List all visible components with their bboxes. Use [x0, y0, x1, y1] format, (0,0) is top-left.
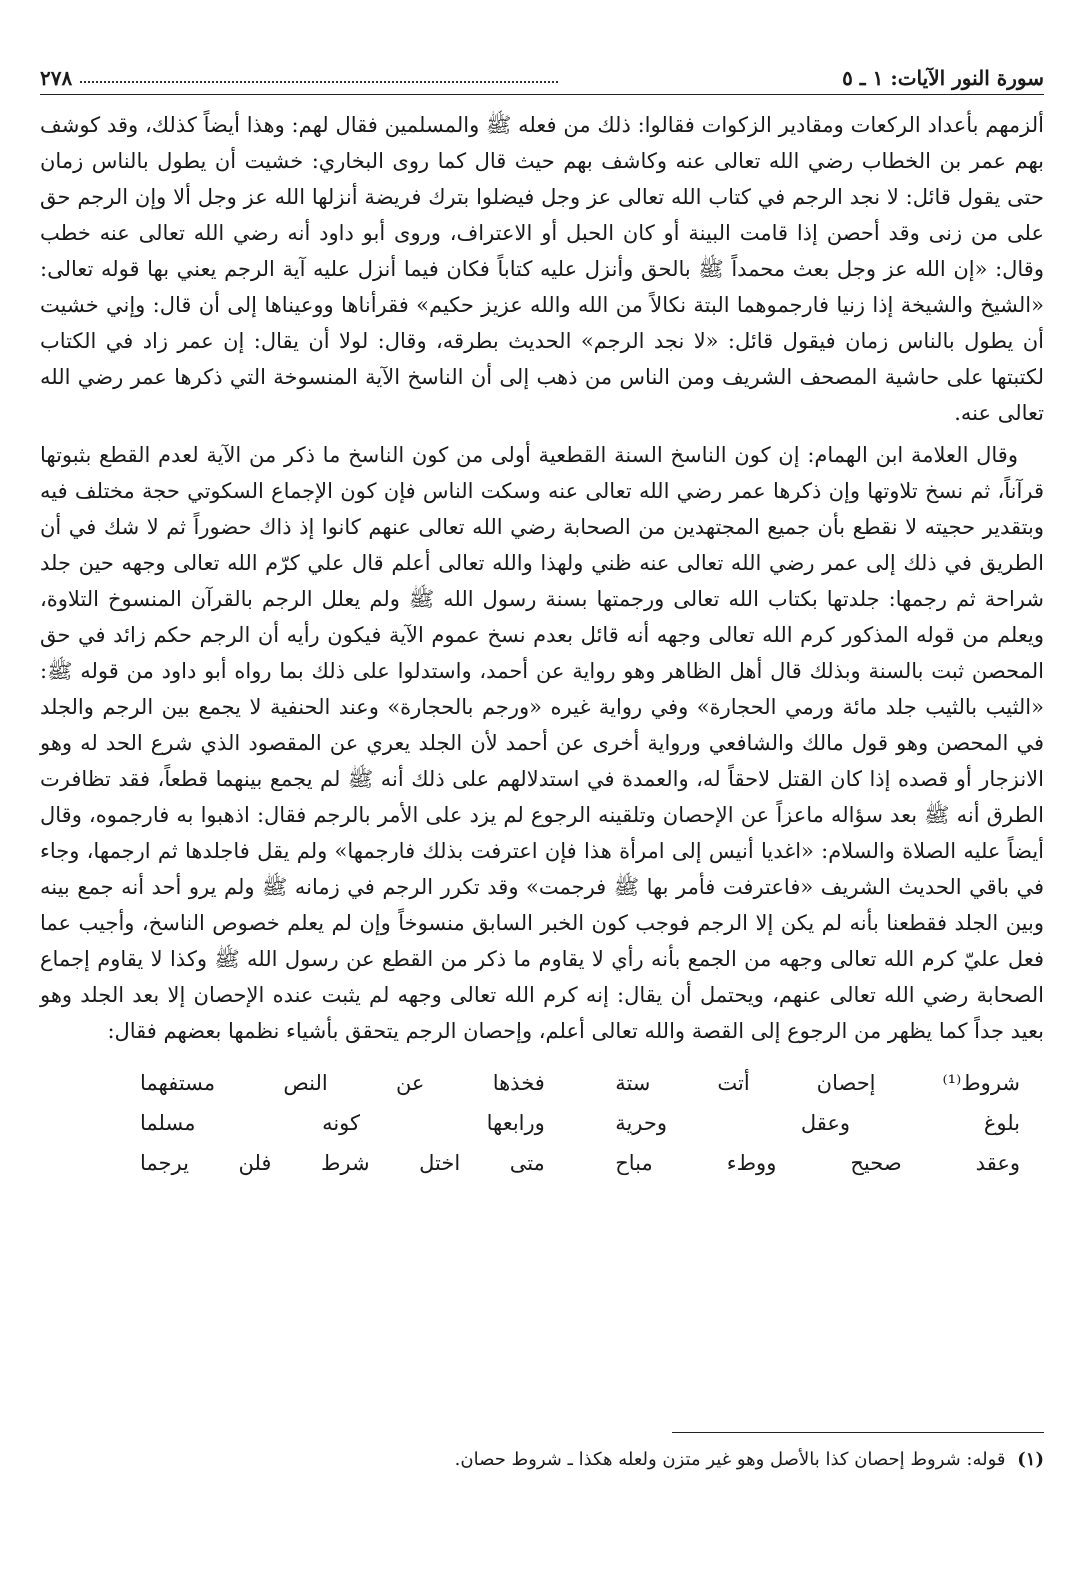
footnote-marker: (١) [1017, 1449, 1044, 1470]
header-dotted-leader [80, 80, 558, 83]
poem-hemistich-left: ورابعها كونه مسلما [140, 1111, 545, 1135]
poem [140, 1063, 1020, 1183]
paragraph-2: وقال العلامة ابن الهمام: إن كون الناسخ السنة القطعية أولى من كون الناسخ ما ذكر من الآية لعدم القطع بثبوتها قرآناً، ثم نسخ تلاوتها وإن ذكرها عمر رضي الله تعالى عنه وسكت الناس فإن كون الإجماع السكوتي حجة مختلف فيه وبتقدير حجيته لا نقطع بأن جميع المجتهدين من الصحابة رضي الله تعالى عنهم كانوا إذ ذاك حضوراً ثم لا شك في أن الطريق في ذلك إلى عمر رضي الله تعالى عنه ظني ولهذا والله تعالى أعلم قال علي كرّم الله تعالى وجهه حين جلد شراحة ثم رجمها: جلدتها بكتاب الله تعالى ورجمتها بسنة رسول الله ﷺ ولم يعلل الرجم بالقرآن المنسوخ التلاوة، ويعلم من قوله المذكور كرم الله تعالى وجهه أنه قائل بعدم نسخ عموم الآية فيكون رأيه أن الرجم حكم زائد في حق المحصن ثبت بالسنة وبذلك قال أهل الظاهر وهو رواية عن أحمد، واستدلوا على ذلك بما رواه أبو داود من قوله ﷺ: «الثيب بالثيب جلد مائة ورمي الحجارة» وفي رواية غيره «ورجم بالحجارة» وعند الحنفية لا يجمع بين الرجم والجلد في المحصن وهو قول مالك والشافعي ورواية أخرى عن أحمد لأن الجلد يعري عن المقصود الذي شرع الحد له وهو الانزجار أو قصده إذا كان القتل لاحقاً له، والعمدة في استدلالهم على ذلك أنه ﷺ لم يجمع بينهما قطعاً، فقد تظافرت الطرق أنه ﷺ بعد سؤاله ماعزاً عن الإحصان وتلقينه الرجوع لم يزد على الأمر بالرجم فقال: اذهبوا به فارجموه، وقال أيضاً عليه الصلاة والسلام: «اغديا أنيس إلى امرأة هذا فإن اعترفت بذلك فارجمها» ولم يقل فاجلدها ثم ارجمها، وجاء في باقي الحديث الشريف «فاعترفت فأمر بها ﷺ فرجمت» وقد تكرر الرجم في زمانه ﷺ ولم يرو أحد أنه جمع بينه وبين الجلد فقطعنا بأنه لم يكن إلا الرجم فوجب كون الخبر السابق منسوخاً وإن لم يعلم خصوص الناسخ، وأجيب عما فعل عليّ كرم الله تعالى وجهه من الجمع بأنه رأي لا يقاوم ما ذكر من القطع عن رسول الله ﷺ وكذا لا يقاوم إجماع الصحابة رضي الله تعالى عنهم، ويحتمل أن يقال: إنه كرم الله تعالى وجهه لم يثبت عنده الإحصان إلا بعد الجلد وهو بعيد جداً كما يظهر من الرجوع إلى القصة والله تعالى أعلم، وإحصان الرجم يتحقق بأشياء نظمها بعضهم فقال: [40, 443, 1044, 1043]
poem-hemistich-right: شروط⁽¹⁾ إحصان أتت ستة [615, 1071, 1020, 1095]
footnote [40, 1446, 1044, 1474]
poem-hemistich-right: بلوغ وعقل وحرية [615, 1111, 1020, 1135]
footnote-text: قوله: شروط إحصان كذا بالأصل وهو غير متزن ولعله هكذا ـ شروط حصان. [454, 1449, 1006, 1470]
poem-hemistich-right: وعقد صحيح ووطء مباح [615, 1151, 1020, 1175]
running-header [40, 52, 1044, 95]
header-title: سورة النور الآيات: ١ ـ ٥ [842, 66, 1044, 90]
document-page [40, 52, 1044, 1183]
paragraph-1: ألزمهم بأعداد الركعات ومقادير الزكوات فقالوا: ذلك من فعله ﷺ والمسلمين فقال لهم: وهذا أيضاً كذلك، وقد كوشف بهم عمر بن الخطاب رضي الله تعالى عنه وكاشف بهم حيث قال كما روى البخاري: خشيت أن يطول بالناس زمان حتى يقول قائل: لا نجد الرجم في كتاب الله تعالى عز وجل فيضلوا بترك فريضة أنزلها الله عز وجل ألا وإن الرجم حق على من زنى وقد أحصن إذا قامت البينة أو كان الحبل أو الاعتراف، وروى أبو داود أنه رضي الله تعالى عنه خطب وقال: «إن الله عز وجل بعث محمداً ﷺ بالحق وأنزل عليه كتاباً فكان فيما أنزل عليه آية الرجم يعني بها قوله تعالى: «الشيخ والشيخة إذا زنيا فارجموهما البتة نكالاً من الله والله عزيز حكيم» فقرأناها ووعيناها إلى أن قال: وإني خشيت أن يطول بالناس زمان فيقول قائل: «لا نجد الرجم» الحديث بطرقه، وقال: لولا أن يقال: إن عمر زاد في الكتاب لكتبتها على حاشية المصحف الشريف ومن الناس من ذهب إلى أن الناسخ الآية المنسوخة التي ذكرها عمر رضي الله تعالى عنه. [40, 113, 1044, 425]
page-number: ٢٧٨ [39, 66, 73, 90]
poem-hemistich-left: متى اختل شرط فلن يرجما [140, 1151, 545, 1175]
poem-verse [140, 1063, 1020, 1103]
footnote-divider [672, 1432, 1044, 1433]
poem-verse [140, 1103, 1020, 1143]
poem-verse [140, 1143, 1020, 1183]
poem-hemistich-left: فخذها عن النص مستفهما [140, 1071, 545, 1095]
body-text [40, 107, 1044, 1049]
